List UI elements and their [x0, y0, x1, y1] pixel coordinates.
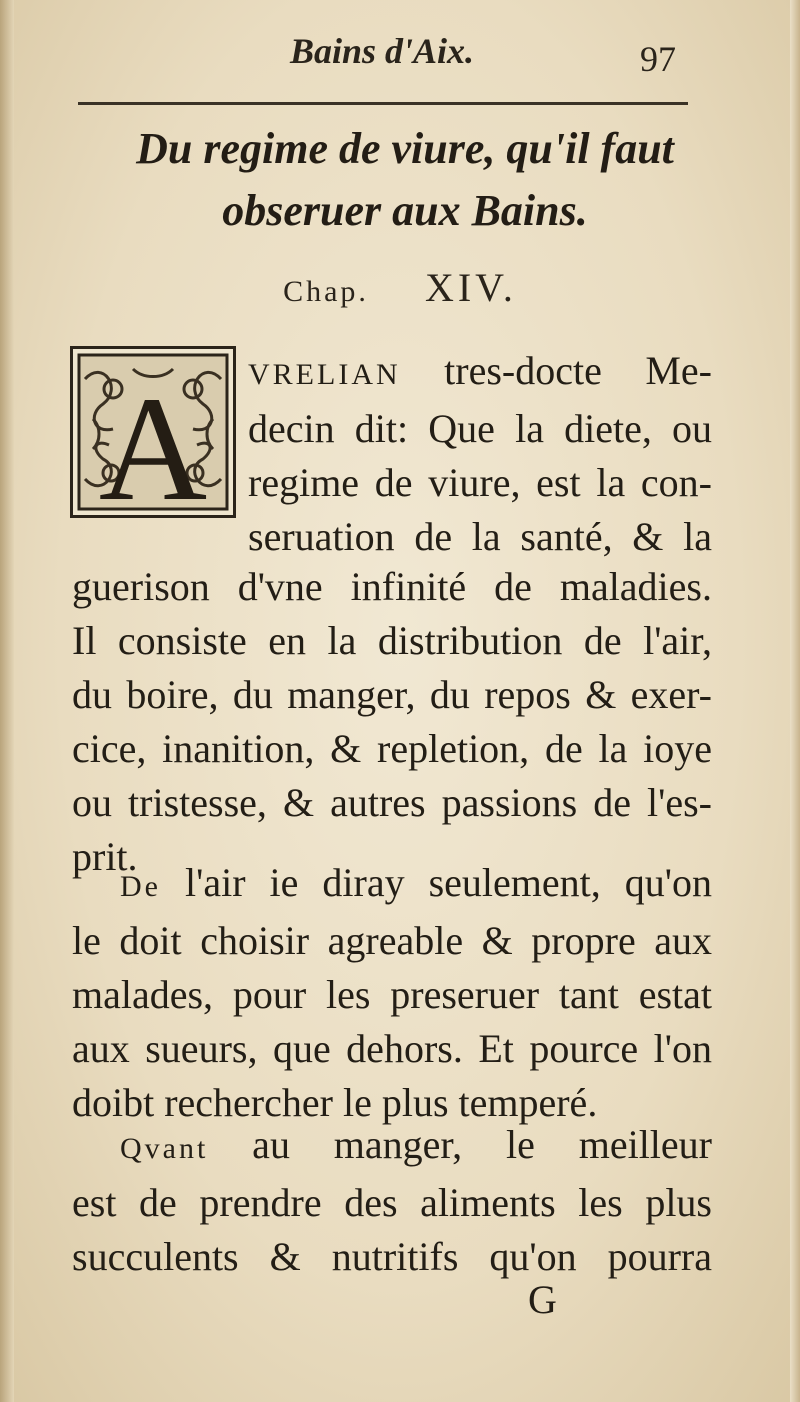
paragraph-3-lead: Qvant [120, 1132, 209, 1165]
chapter-title [60, 118, 750, 242]
paragraph-1-indented [72, 344, 712, 564]
chapter-word: Chap. [283, 275, 369, 308]
text-line: De l'air ie diray seulement, qu'on [120, 860, 712, 905]
running-head: Bains d'Aix. [290, 31, 475, 71]
signature-mark: G [528, 1277, 557, 1322]
chapter-number [0, 264, 800, 311]
header-rule [78, 102, 688, 105]
page-number: 97 [640, 39, 676, 79]
text-line: regime de viure, est la con- [248, 460, 712, 505]
text-line: malades, pour les preseruer tant estat [72, 972, 712, 1017]
paragraph-1-body [72, 560, 712, 884]
text-line: est de prendre des aliments les plus [72, 1180, 712, 1225]
text-line: decin dit: Que la diete, ou [248, 406, 712, 451]
page-edge-left [0, 0, 14, 1402]
paragraph-2 [72, 856, 712, 1130]
first-word: VRELIAN [248, 358, 401, 391]
paragraph-3 [72, 1118, 712, 1284]
text-line: prit. [72, 834, 138, 879]
paragraph-2-lead: De [120, 870, 161, 903]
text-line: VRELIAN tres-docte Me- [248, 348, 712, 393]
text-line: le doit choisir agreable & propre aux [72, 918, 712, 963]
text-line: du boire, du manger, du repos & exer- [72, 672, 712, 717]
text-line: succulents & nutritifs qu'on pourra [72, 1234, 712, 1279]
text-line: ou tristesse, & autres passions de l'es- [72, 780, 712, 825]
chapter-title-line-2: obseruer aux Bains. [222, 186, 588, 235]
chapter-numeral: XIV. [424, 265, 517, 310]
text-line: seruation de la santé, & la [248, 514, 712, 559]
text-line: cice, inanition, & repletion, de la ioye [72, 726, 712, 771]
initial-letter: A [98, 366, 208, 515]
text-line: guerison d'vne infinité de maladies. [72, 564, 712, 609]
chapter-title-line-1: Du regime de viure, qu'il faut [136, 124, 674, 173]
text-line: Il consiste en la distribution de l'air, [72, 618, 712, 663]
text-line: Qvant au manger, le meilleur [120, 1122, 712, 1167]
text-line: aux sueurs, que dehors. Et pource l'on [72, 1026, 712, 1071]
page-edge-right [790, 0, 800, 1402]
text-line: doibt rechercher le plus temperé. [72, 1080, 598, 1125]
